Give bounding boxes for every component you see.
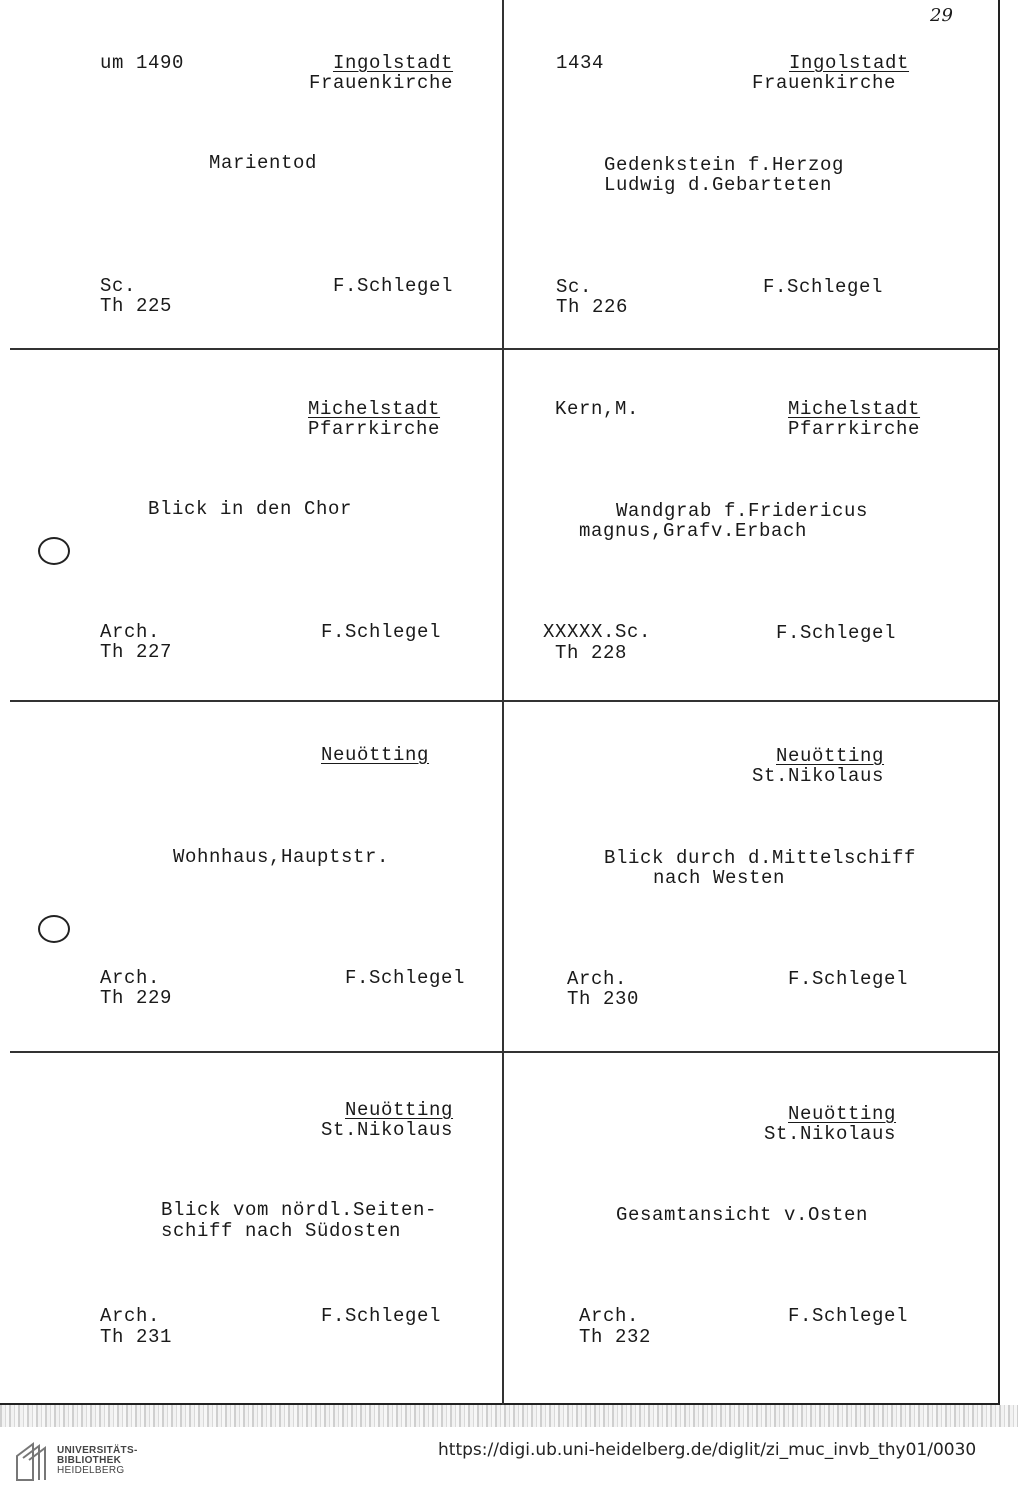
- card-building: Frauenkirche: [309, 72, 454, 94]
- card-title-line2: schiff nach Südosten: [161, 1220, 402, 1242]
- card-title: Blick vom nördl.Seiten-: [161, 1199, 438, 1221]
- card-id: Th 225: [100, 295, 173, 317]
- card-photographer: F.Schlegel: [788, 1305, 909, 1327]
- card-category: Arch.: [100, 621, 161, 643]
- row-divider: [10, 348, 1000, 350]
- punch-hole: [38, 537, 70, 565]
- card-title-line2: Ludwig d.Gebarteten: [604, 174, 833, 196]
- card-building: Pfarrkirche: [788, 418, 921, 440]
- university-library-logo-icon: [13, 1440, 49, 1484]
- card-category: Sc.: [100, 275, 137, 297]
- row-divider: [10, 1051, 1000, 1053]
- card-id: Th 231: [100, 1326, 173, 1348]
- card-title: Gesamtansicht v.Osten: [616, 1204, 869, 1226]
- card-category: Sc.: [556, 276, 593, 298]
- card-place: Michelstadt: [788, 398, 921, 420]
- card-photographer: F.Schlegel: [788, 968, 909, 990]
- card-place: Neuötting: [788, 1103, 897, 1125]
- logo-line-2: BIBLIOTHEK: [57, 1455, 122, 1466]
- card-date: Kern,M.: [555, 398, 640, 420]
- card-place: Neuötting: [321, 744, 430, 766]
- card-building: St.Nikolaus: [764, 1123, 897, 1145]
- footer-bar: [0, 1427, 1018, 1503]
- card-photographer: F.Schlegel: [321, 621, 442, 643]
- card-photographer: F.Schlegel: [345, 967, 466, 989]
- card-photographer: F.Schlegel: [333, 275, 454, 297]
- card-id: Th 229: [100, 987, 173, 1009]
- card-title: Gedenkstein f.Herzog: [604, 154, 845, 176]
- card-photographer: F.Schlegel: [776, 622, 897, 644]
- column-divider: [502, 0, 504, 1405]
- card-building: Pfarrkirche: [308, 418, 441, 440]
- card-place: Neuötting: [345, 1099, 454, 1121]
- card-category: Arch.: [100, 1305, 161, 1327]
- card-place: Neuötting: [776, 745, 885, 767]
- card-building: St.Nikolaus: [752, 765, 885, 787]
- card-place: Michelstadt: [308, 398, 441, 420]
- card-category: Arch.: [579, 1305, 640, 1327]
- scan-edge-strip: [0, 1405, 1018, 1427]
- card-building: Frauenkirche: [752, 72, 897, 94]
- card-title-line2: nach Westen: [653, 867, 786, 889]
- card-title: Blick durch d.Mittelschiff: [604, 847, 917, 869]
- card-title: Blick in den Chor: [148, 498, 353, 520]
- source-url-link[interactable]: https://digi.ub.uni-heidelberg.de/diglit/zi_muc_invb_thy01/0030: [438, 1440, 977, 1460]
- card-photographer: F.Schlegel: [321, 1305, 442, 1327]
- card-place: Ingolstadt: [789, 52, 910, 74]
- library-logo-text: [57, 1446, 138, 1476]
- card-id: Th 230: [567, 988, 640, 1010]
- card-id: Th 228: [555, 642, 628, 664]
- card-place: Ingolstadt: [333, 52, 454, 74]
- card-title: Marientod: [209, 152, 318, 174]
- card-building: St.Nikolaus: [321, 1119, 454, 1141]
- card-id: Th 226: [556, 296, 629, 318]
- card-id: Th 227: [100, 641, 173, 663]
- card-date: 1434: [556, 52, 605, 74]
- card-date: um 1490: [100, 52, 185, 74]
- card-photographer: F.Schlegel: [763, 276, 884, 298]
- page-number: 29: [930, 5, 953, 26]
- card-category: Arch.: [100, 967, 161, 989]
- card-title: Wohnhaus,Hauptstr.: [173, 846, 390, 868]
- card-category: Arch.: [567, 968, 628, 990]
- row-divider: [10, 700, 1000, 702]
- logo-line-3: HEIDELBERG: [57, 1465, 125, 1476]
- card-title-line2: magnus,Grafv.Erbach: [579, 520, 808, 542]
- card-category: XXXXX.Sc.: [543, 621, 652, 643]
- card-id: Th 232: [579, 1326, 652, 1348]
- logo-line-1: UNIVERSITÄTS-: [57, 1445, 138, 1456]
- punch-hole: [38, 915, 70, 943]
- card-title: Wandgrab f.Fridericus: [616, 500, 869, 522]
